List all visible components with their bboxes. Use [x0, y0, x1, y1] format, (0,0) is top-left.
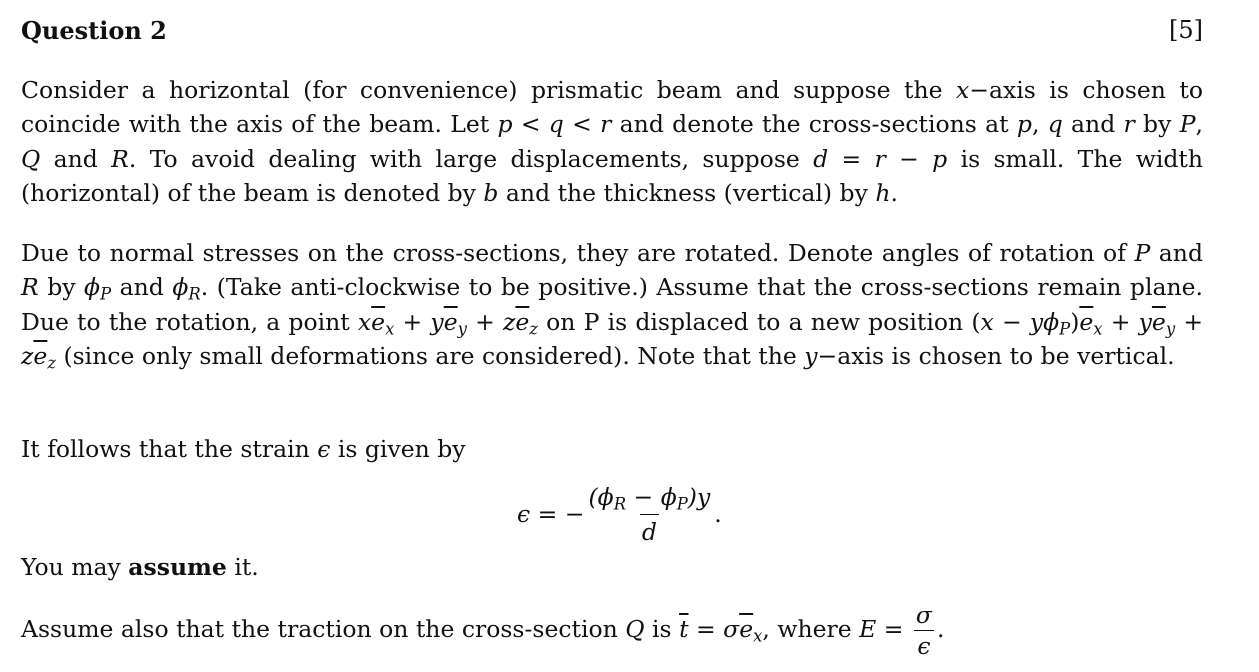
text: Assume also that the traction on the cross-section	[21, 615, 626, 643]
text: ,	[1031, 110, 1048, 139]
math-unit-vector: $\overline{e}$	[443, 307, 458, 336]
text: ,	[1195, 110, 1203, 139]
math-Q: Q	[625, 615, 645, 643]
math-r: r	[1123, 110, 1135, 139]
math-b: b	[483, 178, 499, 207]
math-y: y	[1029, 307, 1044, 336]
text: is given by	[330, 435, 466, 463]
text: and the thickness (vertical) by	[498, 178, 876, 207]
text: it.	[226, 553, 259, 581]
text: on P is displaced to a new position	[537, 307, 972, 336]
text: Consider a horizontal (for convenience) prismatic beam and suppose the	[21, 76, 957, 104]
text: by	[38, 273, 85, 302]
math-R: R	[111, 144, 129, 173]
math-x: x	[956, 76, 970, 104]
math-paren: )	[1070, 307, 1080, 336]
math-unit-vector: $\overline{e}$	[515, 307, 530, 336]
math-operator: +	[1175, 307, 1204, 336]
fraction-denominator: d	[640, 514, 659, 547]
equation-row	[517, 478, 722, 550]
math-unit-vector: $\overline{e}$	[739, 615, 754, 643]
math-epsilon: ϵ	[317, 435, 331, 463]
math-q: q	[1047, 110, 1063, 139]
math-operator: −	[993, 307, 1030, 336]
math-operator: +	[466, 307, 503, 336]
math-E: E	[859, 615, 877, 643]
math-P: P	[1179, 110, 1196, 139]
fraction-numerator	[587, 482, 713, 514]
text: and	[1150, 239, 1203, 267]
math-subscript: z	[529, 319, 538, 339]
question-title: Question 2	[21, 16, 167, 45]
document-page	[21, 0, 1203, 672]
math-subscript: y	[1165, 319, 1176, 339]
math-epsilon: ϵ	[517, 500, 531, 528]
math-text: = σ	[688, 615, 740, 643]
text: is	[644, 615, 680, 643]
math-period: .	[714, 500, 722, 528]
math-text: )y	[687, 482, 711, 511]
text: . To avoid dealing with large displacements, suppose	[128, 144, 814, 173]
math-y: y	[804, 341, 818, 370]
text: You may	[21, 553, 129, 581]
text: , where	[762, 615, 860, 643]
math-p: p	[1016, 110, 1032, 139]
math-y: y	[430, 307, 444, 336]
text: Due to normal stresses on the cross-sections, they are rotated. Denote angles of rotation of	[21, 239, 1135, 267]
strain-equation	[21, 478, 1203, 550]
math-unit-vector: $\overline{e}$	[33, 341, 48, 370]
paragraph-assume	[21, 550, 1203, 584]
math-subscript: R	[188, 284, 201, 304]
fraction-denominator: ϵ	[914, 630, 933, 659]
math-z: z	[21, 341, 34, 370]
text: by	[1134, 110, 1180, 139]
text: is small. The width (horizontal) of the beam is denoted by	[21, 144, 1203, 207]
paragraph-strain-intro	[21, 432, 1203, 466]
math-text: (ϕ	[588, 482, 614, 511]
text: −axis is chosen to coincide with the axis of the beam. Let	[21, 76, 1204, 139]
math-subscript: z	[47, 353, 56, 373]
math-phi: ϕ	[172, 273, 189, 302]
fraction-sigma-over-epsilon	[913, 602, 935, 659]
math-inequality: p < q < r	[497, 110, 612, 139]
math-unit-vector: $\overline{e}$	[1151, 307, 1166, 336]
math-unit-vector: $\overline{e}$	[1079, 307, 1094, 336]
math-phi: ϕ	[84, 273, 101, 302]
fraction	[587, 482, 713, 547]
math-traction-vector: $\overline{t}$	[679, 615, 689, 643]
math-operator: =	[876, 615, 911, 643]
text: . (Take anti-clockwise to be positive.) Assume that the cross-sections remain plane. Due to the rotation, a point	[21, 273, 1203, 336]
math-z: z	[502, 307, 516, 336]
math-P: P	[1134, 239, 1151, 267]
fraction-numerator: σ	[915, 601, 932, 629]
math-h: h	[875, 178, 891, 207]
math-subscript: P	[100, 284, 112, 304]
math-Q: Q	[21, 144, 41, 173]
math-d-definition: d = r − p	[813, 144, 948, 173]
math-subscript: P	[676, 494, 688, 514]
math-subscript: x	[385, 319, 395, 339]
text: (since only small deformations are considered). Note that the	[55, 341, 805, 370]
math-x: x	[357, 307, 372, 336]
math-paren: (	[971, 307, 981, 336]
paragraph-traction	[21, 601, 1203, 660]
math-subscript: x	[1093, 319, 1103, 339]
math-operator: +	[1102, 307, 1139, 336]
math-phi: ϕ	[1043, 307, 1060, 336]
text: It follows that the strain	[21, 435, 318, 463]
math-R: R	[21, 273, 39, 302]
math-subscript: R	[613, 494, 627, 514]
bold-text: assume	[128, 553, 227, 581]
question-marks: [5]	[1169, 16, 1203, 44]
math-text: − ϕ	[626, 482, 677, 511]
question-header	[21, 16, 1203, 46]
paragraph-beam-setup	[21, 73, 1203, 210]
math-y: y	[1138, 307, 1152, 336]
math-period: .	[936, 615, 945, 643]
text: .	[890, 178, 898, 207]
math-subscript: y	[457, 319, 467, 339]
math-x: x	[980, 307, 994, 336]
text: and	[111, 273, 173, 302]
math-subscript: x	[753, 626, 763, 646]
paragraph-rotation	[21, 236, 1203, 373]
math-subscript: P	[1059, 319, 1071, 339]
text: and denote the cross-sections at	[611, 110, 1017, 139]
text: and	[1062, 110, 1124, 139]
math-unit-vector: $\overline{e}$	[371, 307, 386, 336]
text: and	[40, 144, 112, 173]
math-operator: +	[394, 307, 431, 336]
text: −axis is chosen to be vertical.	[817, 341, 1175, 370]
math-operator: = −	[530, 500, 585, 528]
